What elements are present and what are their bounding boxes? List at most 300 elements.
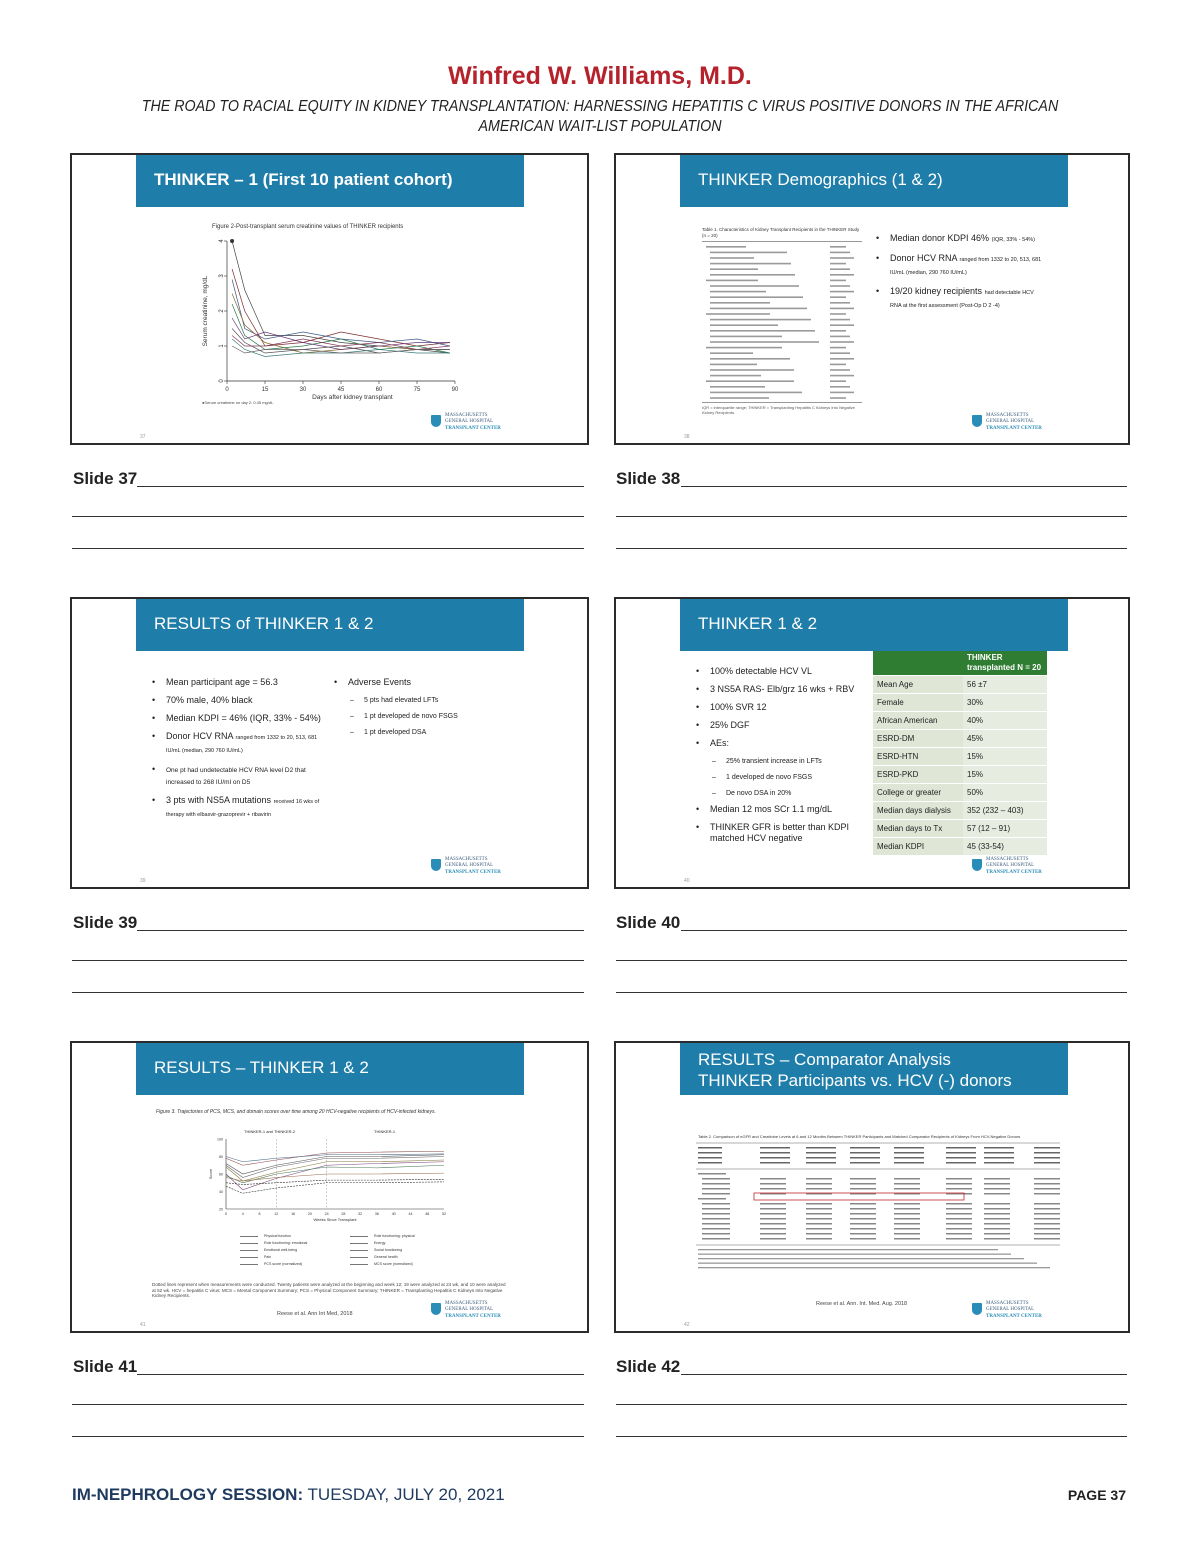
table-row-value (830, 352, 850, 354)
cell-text (698, 1173, 726, 1175)
header-text (698, 1152, 722, 1154)
slide-title: RESULTS – THINKER 1 & 2 (136, 1043, 524, 1095)
table-cell-label: Female (873, 694, 963, 712)
table-row-value (830, 308, 854, 310)
table-cell-label: African American (873, 712, 963, 730)
legend-entry (240, 1240, 307, 1247)
list-item: – 25% transient increase in LFTs (696, 756, 874, 767)
cell-text (806, 1218, 832, 1220)
demographics-table (873, 651, 1047, 856)
table-row-value (830, 246, 846, 248)
x-tick-label: 52 (442, 1212, 446, 1216)
cell-text (760, 1203, 786, 1205)
cell-text (702, 1193, 730, 1195)
cell-text (1034, 1188, 1060, 1190)
slide-number: 42 (684, 1322, 690, 1328)
cell-text (946, 1208, 972, 1210)
footnote-text (698, 1258, 1024, 1259)
cell-text (946, 1223, 972, 1225)
legend-label: Role functioning: physical (374, 1234, 415, 1238)
table-row-text (710, 268, 758, 270)
footer-page-number: PAGE 37 (1067, 1487, 1126, 1503)
cell-text (984, 1193, 1010, 1195)
citation: Reese et al. Ann Int Med, 2018 (277, 1311, 353, 1317)
list-item: • Donor HCV RNA ranged from 1332 to 20, 513, 681 IU/mL (median, 290 760 IU/mL) (876, 253, 1046, 279)
cell-text (984, 1228, 1010, 1230)
table-row (873, 838, 1047, 856)
cell-text (850, 1188, 876, 1190)
header-text (984, 1147, 1014, 1149)
x-tick-label: 30 (299, 387, 307, 393)
legend-entry (240, 1233, 291, 1240)
cell-text (850, 1178, 876, 1180)
x-tick-label: 8 (258, 1212, 261, 1216)
legend-entry (350, 1247, 402, 1254)
cell-text (760, 1183, 786, 1185)
table-row (873, 820, 1047, 838)
y-tick-label: 4 (219, 239, 225, 243)
table-row-value (830, 280, 846, 282)
table-row-value (830, 285, 850, 287)
x-tick-label: 48 (425, 1212, 430, 1216)
slide-number: 39 (140, 878, 146, 884)
table-header: THINKER transplanted N = 20 (963, 651, 1047, 676)
figure-caption: Figure 3. Trajectories of PCS, MCS, and domain scores over time among 20 HCV-negative recipients of HCV-infected kidneys. (156, 1109, 436, 1115)
table-row (873, 730, 1047, 748)
cell-text (702, 1208, 730, 1210)
adverse-events-list (334, 677, 504, 743)
cell-text (760, 1228, 786, 1230)
slide-number: 40 (684, 878, 690, 884)
table-cell-value: 15% (963, 766, 1047, 784)
shield-icon (431, 859, 441, 871)
x-tick-label: 75 (413, 387, 421, 393)
legend-swatch (350, 1257, 368, 1258)
cell-text (806, 1213, 832, 1215)
cell-text (850, 1203, 876, 1205)
notes-line (137, 930, 584, 931)
table-row-value (830, 263, 846, 265)
list-item: • Mean participant age = 56.3 (152, 677, 327, 688)
x-tick-label: 0 (225, 1212, 227, 1216)
citation: Reese et al. Ann. Int. Med. Aug. 2018 (816, 1301, 908, 1307)
list-item: • Median KDPI = 46% (IQR, 33% - 54%) (152, 713, 327, 724)
series-line (226, 1160, 444, 1181)
table-row-value (830, 257, 854, 259)
table-cell-label: Mean Age (873, 676, 963, 694)
cell-text (702, 1213, 730, 1215)
cell-text (850, 1213, 876, 1215)
mgh-logo: MASSACHUSETTS GENERAL HOSPITAL TRANSPLANT CENTER (431, 413, 511, 435)
list-item: • 100% SVR 12 (696, 702, 874, 713)
header-text (806, 1162, 836, 1164)
x-tick-label: 12 (274, 1212, 279, 1216)
legend-label: Physical function (264, 1234, 291, 1238)
slide-title: RESULTS of THINKER 1 & 2 (136, 599, 524, 651)
cell-text (702, 1233, 730, 1235)
header-text (1034, 1147, 1060, 1149)
y-axis-label: Serum creatinine, mg/dL (202, 275, 209, 347)
list-item: • Median 12 mos SCr 1.1 mg/dL (696, 804, 874, 815)
cell-text (1034, 1213, 1060, 1215)
cell-text (806, 1228, 832, 1230)
header-text (984, 1162, 1014, 1164)
x-tick-label: 20 (307, 1212, 312, 1216)
legend-swatch (350, 1243, 368, 1244)
header-text (894, 1162, 924, 1164)
table-row-text (710, 375, 761, 377)
cell-text (702, 1228, 730, 1230)
cell-text (1034, 1193, 1060, 1195)
table-row-text (706, 280, 758, 282)
figure-caption: Figure 2-Post-transplant serum creatinine values of THINKER recipients (212, 224, 404, 230)
x-axis-label: Weeks Since Transplant (313, 1217, 357, 1222)
series-line (226, 1182, 444, 1193)
mgh-logo: MASSACHUSETTS GENERAL HOSPITAL TRANSPLANT CENTER (431, 857, 511, 879)
slide-title: RESULTS – Comparator Analysis THINKER Participants vs. HCV (-) donors (680, 1043, 1068, 1095)
x-tick-label: 16 (291, 1212, 296, 1216)
page-header-name: Winfred W. Williams, M.D. (448, 62, 752, 90)
table-cell-value: 45% (963, 730, 1047, 748)
list-item: • 25% DGF (696, 720, 874, 731)
slide-label: Slide 42 (616, 1357, 681, 1376)
x-tick-label: 0 (225, 387, 229, 393)
list-item: • One pt had undetectable HCV RNA level D2 that increased to 268 IU/ml on D5 (152, 764, 327, 788)
notes-line (616, 516, 1127, 517)
table-row-value (830, 397, 846, 399)
legend-swatch (240, 1236, 258, 1237)
table-row-value (830, 319, 850, 321)
cell-text (702, 1218, 730, 1220)
table-row-text (710, 319, 811, 321)
notes-line (681, 486, 1127, 487)
table-row-value (830, 252, 850, 254)
table-row-value (830, 347, 846, 349)
y-tick-label: 40 (219, 1189, 223, 1194)
table-cell-label: College or greater (873, 784, 963, 802)
y-axis-label: Score (208, 1168, 213, 1180)
cell-text (894, 1223, 920, 1225)
cell-text (1034, 1178, 1060, 1180)
cell-text (850, 1233, 876, 1235)
cell-text (946, 1183, 972, 1185)
table-cell-label: Median days to Tx (873, 820, 963, 838)
cell-text (850, 1183, 876, 1185)
table-cell-label: ESRD-DM (873, 730, 963, 748)
header-text (1034, 1152, 1060, 1154)
cell-text (806, 1188, 832, 1190)
header-text (984, 1152, 1014, 1154)
cell-text (894, 1183, 920, 1185)
cell-text (894, 1228, 920, 1230)
table-cell-label: ESRD-HTN (873, 748, 963, 766)
table-cell-value: 15% (963, 748, 1047, 766)
legend-swatch (240, 1243, 258, 1244)
cell-text (946, 1218, 972, 1220)
table-row (873, 802, 1047, 820)
series-line (232, 318, 450, 350)
cell-text (850, 1208, 876, 1210)
panel-label-left: THINKER-1 and THINKER-2 (244, 1129, 296, 1134)
header-text (946, 1147, 976, 1149)
cell-text (984, 1178, 1010, 1180)
slide-label: Slide 37 (73, 469, 138, 488)
notes-line (681, 1374, 1127, 1375)
cell-text (1034, 1228, 1060, 1230)
table-row (873, 676, 1047, 694)
header-text (894, 1157, 924, 1159)
cell-text (894, 1203, 920, 1205)
cell-text (984, 1188, 1010, 1190)
slide-title: THINKER Demographics (1 & 2) (680, 155, 1068, 207)
slide-title: THINKER 1 & 2 (680, 599, 1068, 651)
panel-label-right: THINKER-1 (374, 1129, 396, 1134)
table-cell-value: 45 (33-54) (963, 838, 1047, 856)
table-row-text (706, 246, 746, 248)
header-text (760, 1157, 790, 1159)
header-text (894, 1152, 924, 1154)
list-item: • 3 pts with NS5A mutations received 16 wks of therapy with elbasvir-grazoprevir + ribavirin (152, 795, 327, 821)
table-row-text (710, 252, 787, 254)
legend-entry (240, 1261, 302, 1268)
header-text (946, 1157, 976, 1159)
header-text (850, 1147, 880, 1149)
shield-icon (431, 1303, 441, 1315)
table-cell-value: 50% (963, 784, 1047, 802)
table-cell-label: ESRD-PKD (873, 766, 963, 784)
x-tick-label: 44 (408, 1212, 413, 1216)
list-item: – 1 pt developed DSA (334, 727, 504, 738)
list-item: • AEs: (696, 738, 874, 749)
x-tick-label: 36 (374, 1212, 379, 1216)
table-row-text (710, 341, 819, 343)
x-tick-label: 45 (337, 387, 345, 393)
slide-39 (70, 597, 589, 889)
header-text (850, 1157, 880, 1159)
cell-text (1034, 1223, 1060, 1225)
footnote-text (698, 1249, 998, 1250)
cell-text (1034, 1208, 1060, 1210)
header-text (806, 1152, 836, 1154)
series-line (226, 1162, 444, 1190)
slide-number: 37 (140, 434, 146, 440)
x-tick-label: 40 (391, 1212, 396, 1216)
table-row-text (710, 302, 770, 304)
table-row-text (710, 296, 803, 298)
legend-entry (350, 1254, 398, 1261)
table-row-value (830, 380, 846, 382)
list-item: • Adverse Events (334, 677, 504, 688)
table-row-text (710, 386, 765, 388)
cell-text (806, 1183, 832, 1185)
cell-text (984, 1213, 1010, 1215)
legend-entry (350, 1261, 413, 1268)
slide-label: Slide 40 (616, 913, 681, 932)
page-header-subtitle: THE ROAD TO RACIAL EQUITY IN KIDNEY TRANSPLANTATION: HARNESSING HEPATITIS C VIRUS POSITIVE DONORS IN THE AFRICAN AMERICAN WAIT-LIST POPULATION (141, 98, 1059, 135)
demographics-bullets (876, 233, 1046, 319)
notes-line (616, 548, 1127, 549)
cell-text (698, 1198, 726, 1200)
table-row-text (710, 257, 754, 259)
cell-text (1034, 1233, 1060, 1235)
cell-text (1034, 1203, 1060, 1205)
table-row-value (830, 296, 846, 298)
cell-text (946, 1178, 972, 1180)
shield-icon (972, 415, 982, 427)
cell-text (894, 1238, 920, 1240)
table-title: Table 2. Comparison of eGFR and Creatinine Levels at 6 and 12 Months Between THINKER Participants and Matched Comparator Recipients of Kidneys From HCV-Negative Donors (698, 1134, 1021, 1139)
table-row-text (710, 358, 790, 360)
table-row-value (830, 313, 846, 315)
list-item: – 1 pt developed de novo FSGS (334, 711, 504, 722)
notes-line (72, 960, 584, 961)
cell-text (760, 1238, 786, 1240)
cell-text (760, 1218, 786, 1220)
list-item: • THINKER GFR is better than KDPI matched HCV negative (696, 822, 874, 844)
cell-text (760, 1223, 786, 1225)
characteristics-table (702, 227, 862, 417)
cell-text (1034, 1183, 1060, 1185)
legend-swatch (350, 1264, 368, 1265)
table-row-value (830, 268, 850, 270)
list-item: • 70% male, 40% black (152, 695, 327, 706)
table-row-value (830, 358, 854, 360)
legend-entry (240, 1247, 297, 1254)
table-row-value (830, 375, 854, 377)
table-row-text (710, 285, 799, 287)
cell-text (760, 1233, 786, 1235)
notes-line (72, 1404, 584, 1405)
table-cell-value: 57 (12 – 91) (963, 820, 1047, 838)
footer-session: IM-NEPHROLOGY SESSION: TUESDAY, JULY 20, 2021 (72, 1485, 505, 1504)
header-text (894, 1147, 924, 1149)
results-bullets-left (152, 677, 327, 828)
cell-text (984, 1203, 1010, 1205)
notes-line (681, 930, 1127, 931)
legend-label: General health (374, 1255, 398, 1259)
header-text (760, 1147, 790, 1149)
cell-text (894, 1208, 920, 1210)
list-item: – De novo DSA in 20% (696, 788, 874, 799)
cell-text (894, 1233, 920, 1235)
table-row-text (710, 392, 802, 394)
table-row (873, 694, 1047, 712)
table-row-value (830, 330, 846, 332)
cell-text (850, 1238, 876, 1240)
cell-text (702, 1223, 730, 1225)
cell-text (702, 1188, 730, 1190)
table-row (873, 748, 1047, 766)
footnote-text (698, 1267, 1050, 1268)
notes-line (616, 992, 1127, 993)
shield-icon (972, 1303, 982, 1315)
cell-text (702, 1178, 730, 1180)
notes-line (616, 1404, 1127, 1405)
header-text (946, 1162, 976, 1164)
cell-text (946, 1238, 972, 1240)
list-item: • 100% detectable HCV VL (696, 666, 874, 677)
table-row-text (710, 308, 807, 310)
cell-text (806, 1178, 832, 1180)
series-line (226, 1179, 444, 1184)
table-row-text (710, 330, 815, 332)
cell-text (946, 1233, 972, 1235)
table-row-text (710, 397, 769, 399)
y-tick-label: 60 (219, 1172, 223, 1177)
footnote-text (698, 1263, 1037, 1264)
data-point (230, 239, 234, 243)
slide-42 (614, 1041, 1130, 1333)
comparison-table-graphic (696, 1141, 1060, 1271)
outcomes-bullets (696, 666, 874, 851)
mgh-logo: MASSACHUSETTS GENERAL HOSPITAL TRANSPLANT CENTER (431, 1301, 511, 1323)
notes-line (137, 1374, 584, 1375)
legend-label: Emotional well-being (264, 1248, 298, 1252)
footnote-text (698, 1254, 1011, 1255)
cell-text (946, 1228, 972, 1230)
cell-text (702, 1183, 730, 1185)
cell-text (806, 1233, 832, 1235)
mgh-logo: MASSACHUSETTS GENERAL HOSPITAL TRANSPLANT CENTER (972, 857, 1052, 879)
table-row-value (830, 341, 854, 343)
cell-text (806, 1223, 832, 1225)
notes-line (72, 1436, 584, 1437)
header-text (806, 1147, 836, 1149)
cell-text (806, 1238, 832, 1240)
cell-text (984, 1208, 1010, 1210)
legend-label: Pain (264, 1255, 272, 1259)
table-cell-value: 56 ±7 (963, 676, 1047, 694)
cell-text (984, 1218, 1010, 1220)
cell-text (946, 1203, 972, 1205)
cell-text (850, 1223, 876, 1225)
legend-label: MCS score (normalized) (374, 1262, 413, 1266)
cell-text (984, 1223, 1010, 1225)
notes-line (72, 992, 584, 993)
cell-text (1034, 1238, 1060, 1240)
table-title: Table 1. Characteristics of Kidney Transplant Recipients in the THINKER Study (n = 20) (702, 227, 862, 242)
slide-title: THINKER – 1 (First 10 patient cohort) (136, 155, 524, 207)
slide-label: Slide 39 (73, 913, 138, 932)
x-tick-label: 90 (451, 387, 459, 393)
x-axis-label: Days after kidney transplant (312, 394, 393, 401)
series-line (232, 241, 450, 353)
y-tick-label: 2 (219, 309, 225, 313)
table-cell-value: 352 (232 – 403) (963, 802, 1047, 820)
table-footnote: IQR = interquartile range; THINKER = Transplanting Hepatitis C Kidneys Into Negative Kidney Recipients. (702, 402, 862, 415)
header-text (946, 1152, 976, 1154)
slide-37 (70, 153, 589, 445)
slide-label: Slide 38 (616, 469, 681, 488)
table-header-row (873, 651, 1047, 676)
cell-text (760, 1188, 786, 1190)
table-row (873, 766, 1047, 784)
y-tick-label: 80 (219, 1154, 223, 1159)
series-line (232, 280, 450, 347)
table-row-text (710, 291, 766, 293)
table-row (873, 712, 1047, 730)
legend-swatch (350, 1236, 368, 1237)
table-row-value (830, 364, 846, 366)
notes-line (616, 1436, 1127, 1437)
table-row-text (710, 352, 753, 354)
table-row (873, 784, 1047, 802)
table-row-text (710, 263, 791, 265)
header-text (984, 1157, 1014, 1159)
table-cell-label: Median KDPI (873, 838, 963, 856)
y-tick-label: 1 (219, 344, 225, 348)
notes-line (72, 548, 584, 549)
